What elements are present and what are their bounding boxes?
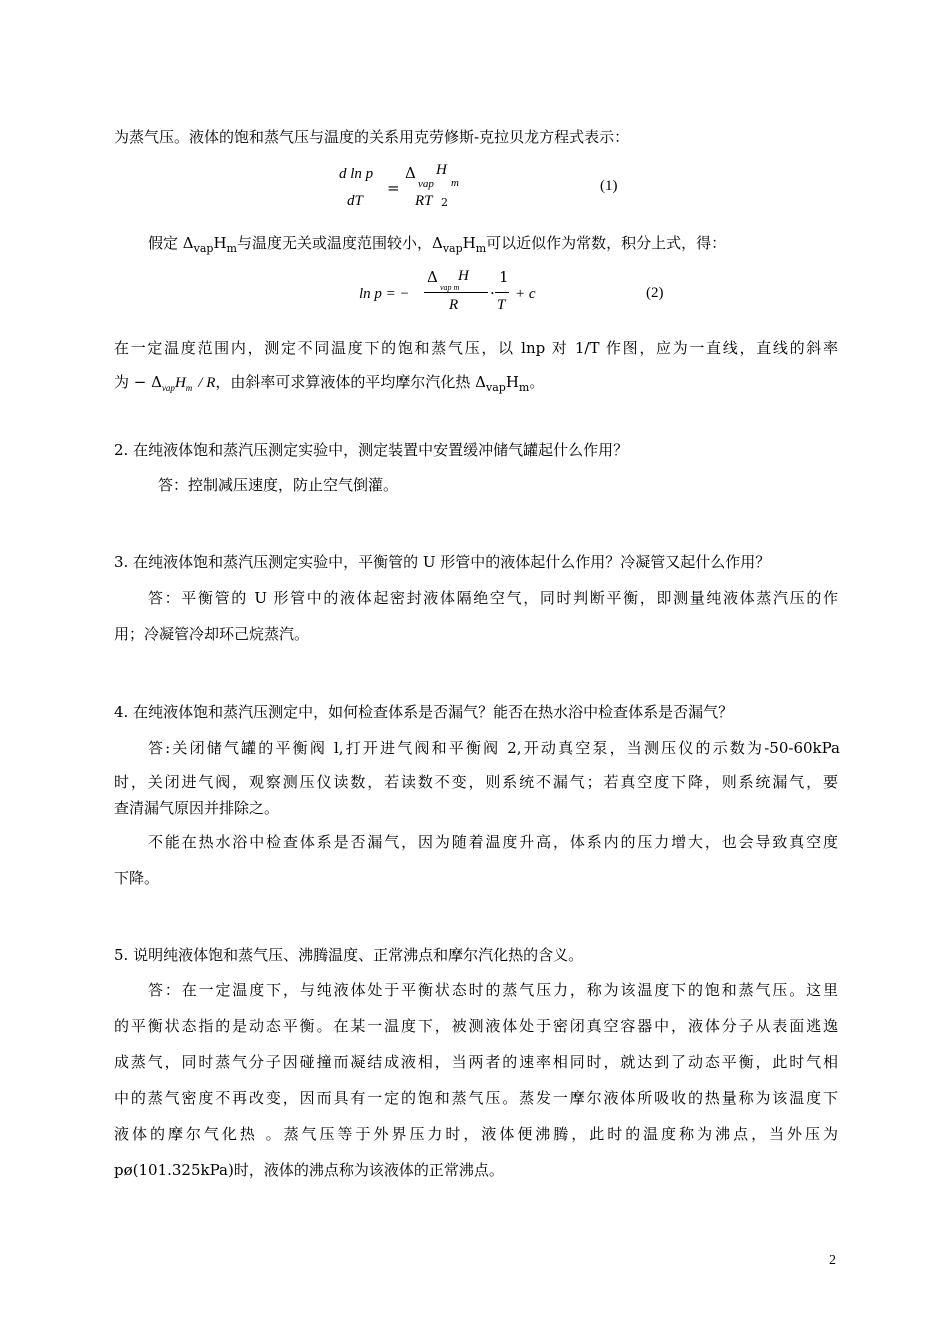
slope-vap-sub-2: vap (485, 381, 506, 394)
eq2-H: H (458, 268, 469, 284)
eq2-denominator-2: T (497, 297, 506, 313)
eq1-denominator-right: RT (415, 193, 433, 209)
eq2-lhs: ln p = − (359, 286, 410, 302)
eq2-vap-m-sub: vap m (440, 283, 460, 292)
slope-line (114, 372, 544, 398)
eq1-exponent: 2 (441, 196, 448, 209)
assume-middle: 与温度无关或温度范围较小，Δ (236, 234, 443, 252)
assume-line (148, 233, 726, 259)
eq2-delta: Δ (427, 268, 438, 286)
slope-m-sub: m (185, 383, 193, 393)
assume-vap-sub-2: vap (442, 242, 463, 255)
eq1-H: H (436, 162, 447, 178)
slope-R: / R (198, 375, 216, 391)
page-number: 2 (829, 1253, 836, 1268)
eq1-equals: = (387, 179, 400, 197)
eq2-dot: · (490, 284, 495, 302)
q5-answer-line-3: 成蒸气，同时蒸气分子因碰撞而凝结成液相，当两者的速率相同时，就达到了动态平衡，此时气相 (114, 1053, 838, 1071)
eq2-number: (2) (646, 285, 664, 301)
slope-m-sub-2: m (518, 381, 530, 394)
eq2-fraction-bar-2 (495, 292, 509, 293)
assume-m-sub: m (226, 242, 237, 255)
q5-answer-line-2: 的平衡状态指的是动态平衡。在某一温度下，被测液体处于密闭真空容器中，液体分子从表面逃逸 (114, 1017, 838, 1035)
q4-answer-line-1: 答:关闭储气罐的平衡阀 l,打开进气阀和平衡阀 2,开动真空泵，当测压仪的示数为-50-60kPa (148, 739, 840, 757)
assume-prefix: 假定 Δ (148, 234, 194, 252)
eq2-denominator: R (449, 297, 459, 313)
assume-H-2: H (462, 234, 476, 252)
assume-vap-sub: vap (193, 242, 214, 255)
eq1-delta: Δ (405, 164, 416, 182)
eq1-number: (1) (600, 178, 618, 194)
slope-suffix: ，由斜率可求算液体的平均摩尔汽化热 Δ (215, 373, 486, 391)
slope-H: H (174, 375, 186, 391)
range-line: 在一定温度范围内，测定不同温度下的饱和蒸气压，以 lnp 对 1/T 作图，应为一直线，直线的斜率 (114, 339, 838, 357)
q2-question: 2. 在纯液体饱和蒸汽压测定实验中，测定装置中安置缓冲储气罐起什么作用？ (114, 441, 629, 459)
eq1-numerator-left: d ln p (339, 166, 374, 182)
q4-answer-line-5: 下降。 (114, 869, 160, 887)
q4-answer-line-3: 查清漏气原因并排除之。 (114, 799, 280, 817)
q5-question: 5. 说明纯液体饱和蒸气压、沸腾温度、正常沸点和摩尔汽化热的含义。 (114, 946, 584, 964)
assume-m-sub-2: m (475, 242, 487, 255)
eq2-plus-c: + c (515, 286, 536, 302)
q2-answer: 答：控制减压速度，防止空气倒灌。 (158, 476, 399, 494)
q3-question: 3. 在纯液体饱和蒸汽压测定实验中，平衡管的 U 形管中的液体起什么作用？冷凝管又起什么作用？ (114, 553, 771, 571)
q5-answer-line-6: pø(101.325kPa)时，液体的沸点称为该液体的正常沸点。 (114, 1161, 504, 1179)
eq2-numerator-2: 1 (499, 268, 509, 286)
q3-answer-line-1: 答：平衡管的 U 形管中的液体起密封液体隔绝空气，同时判断平衡，即测量纯液体蒸汽压的作 (148, 589, 838, 607)
slope-prefix: 为 − Δ (114, 373, 162, 391)
eq2-fraction-bar (424, 292, 488, 293)
q5-answer-line-4: 中的蒸气密度不再改变，因而具有一定的饱和蒸气压。蒸发一摩尔液体所吸收的热量称为该温度下 (114, 1089, 838, 1107)
slope-H-2: H (505, 373, 519, 391)
q5-answer-line-1: 答：在一定温度下，与纯液体处于平衡状态时的蒸气压力，称为该温度下的饱和蒸气压。这里 (148, 981, 838, 999)
assume-suffix: 可以近似作为常数，积分上式，得： (486, 234, 727, 252)
slope-end: 。 (529, 373, 545, 391)
slope-vap-sub: vap (161, 383, 175, 393)
q4-question: 4. 在纯液体饱和蒸汽压测定中，如何检查体系是否漏气？能否在热水浴中检查体系是否漏气？ (114, 703, 734, 721)
eq1-m-sub: m (451, 177, 459, 189)
eq1-denominator-left: dT (347, 193, 363, 209)
intro-line: 为蒸气压。液体的饱和蒸气压与温度的关系用克劳修斯-克拉贝龙方程式表示： (114, 128, 630, 146)
q4-answer-line-4: 不能在热水浴中检查体系是否漏气，因为随着温度升高，体系内的压力增大，也会导致真空度 (148, 833, 838, 851)
q5-answer-line-5: 液体的摩尔气化热 。蒸气压等于外界压力时，液体便沸腾，此时的温度称为沸点，当外压为 (114, 1125, 838, 1143)
q4-answer-line-2: 时，关闭进气阀，观察测压仪读数，若读数不变，则系统不漏气；若真空度下降，则系统漏气，要 (114, 773, 838, 791)
assume-H: H (213, 234, 227, 252)
q3-answer-line-2: 用；冷凝管冷却环己烷蒸汽。 (114, 625, 310, 643)
eq1-vap-sub: vap (418, 178, 434, 190)
